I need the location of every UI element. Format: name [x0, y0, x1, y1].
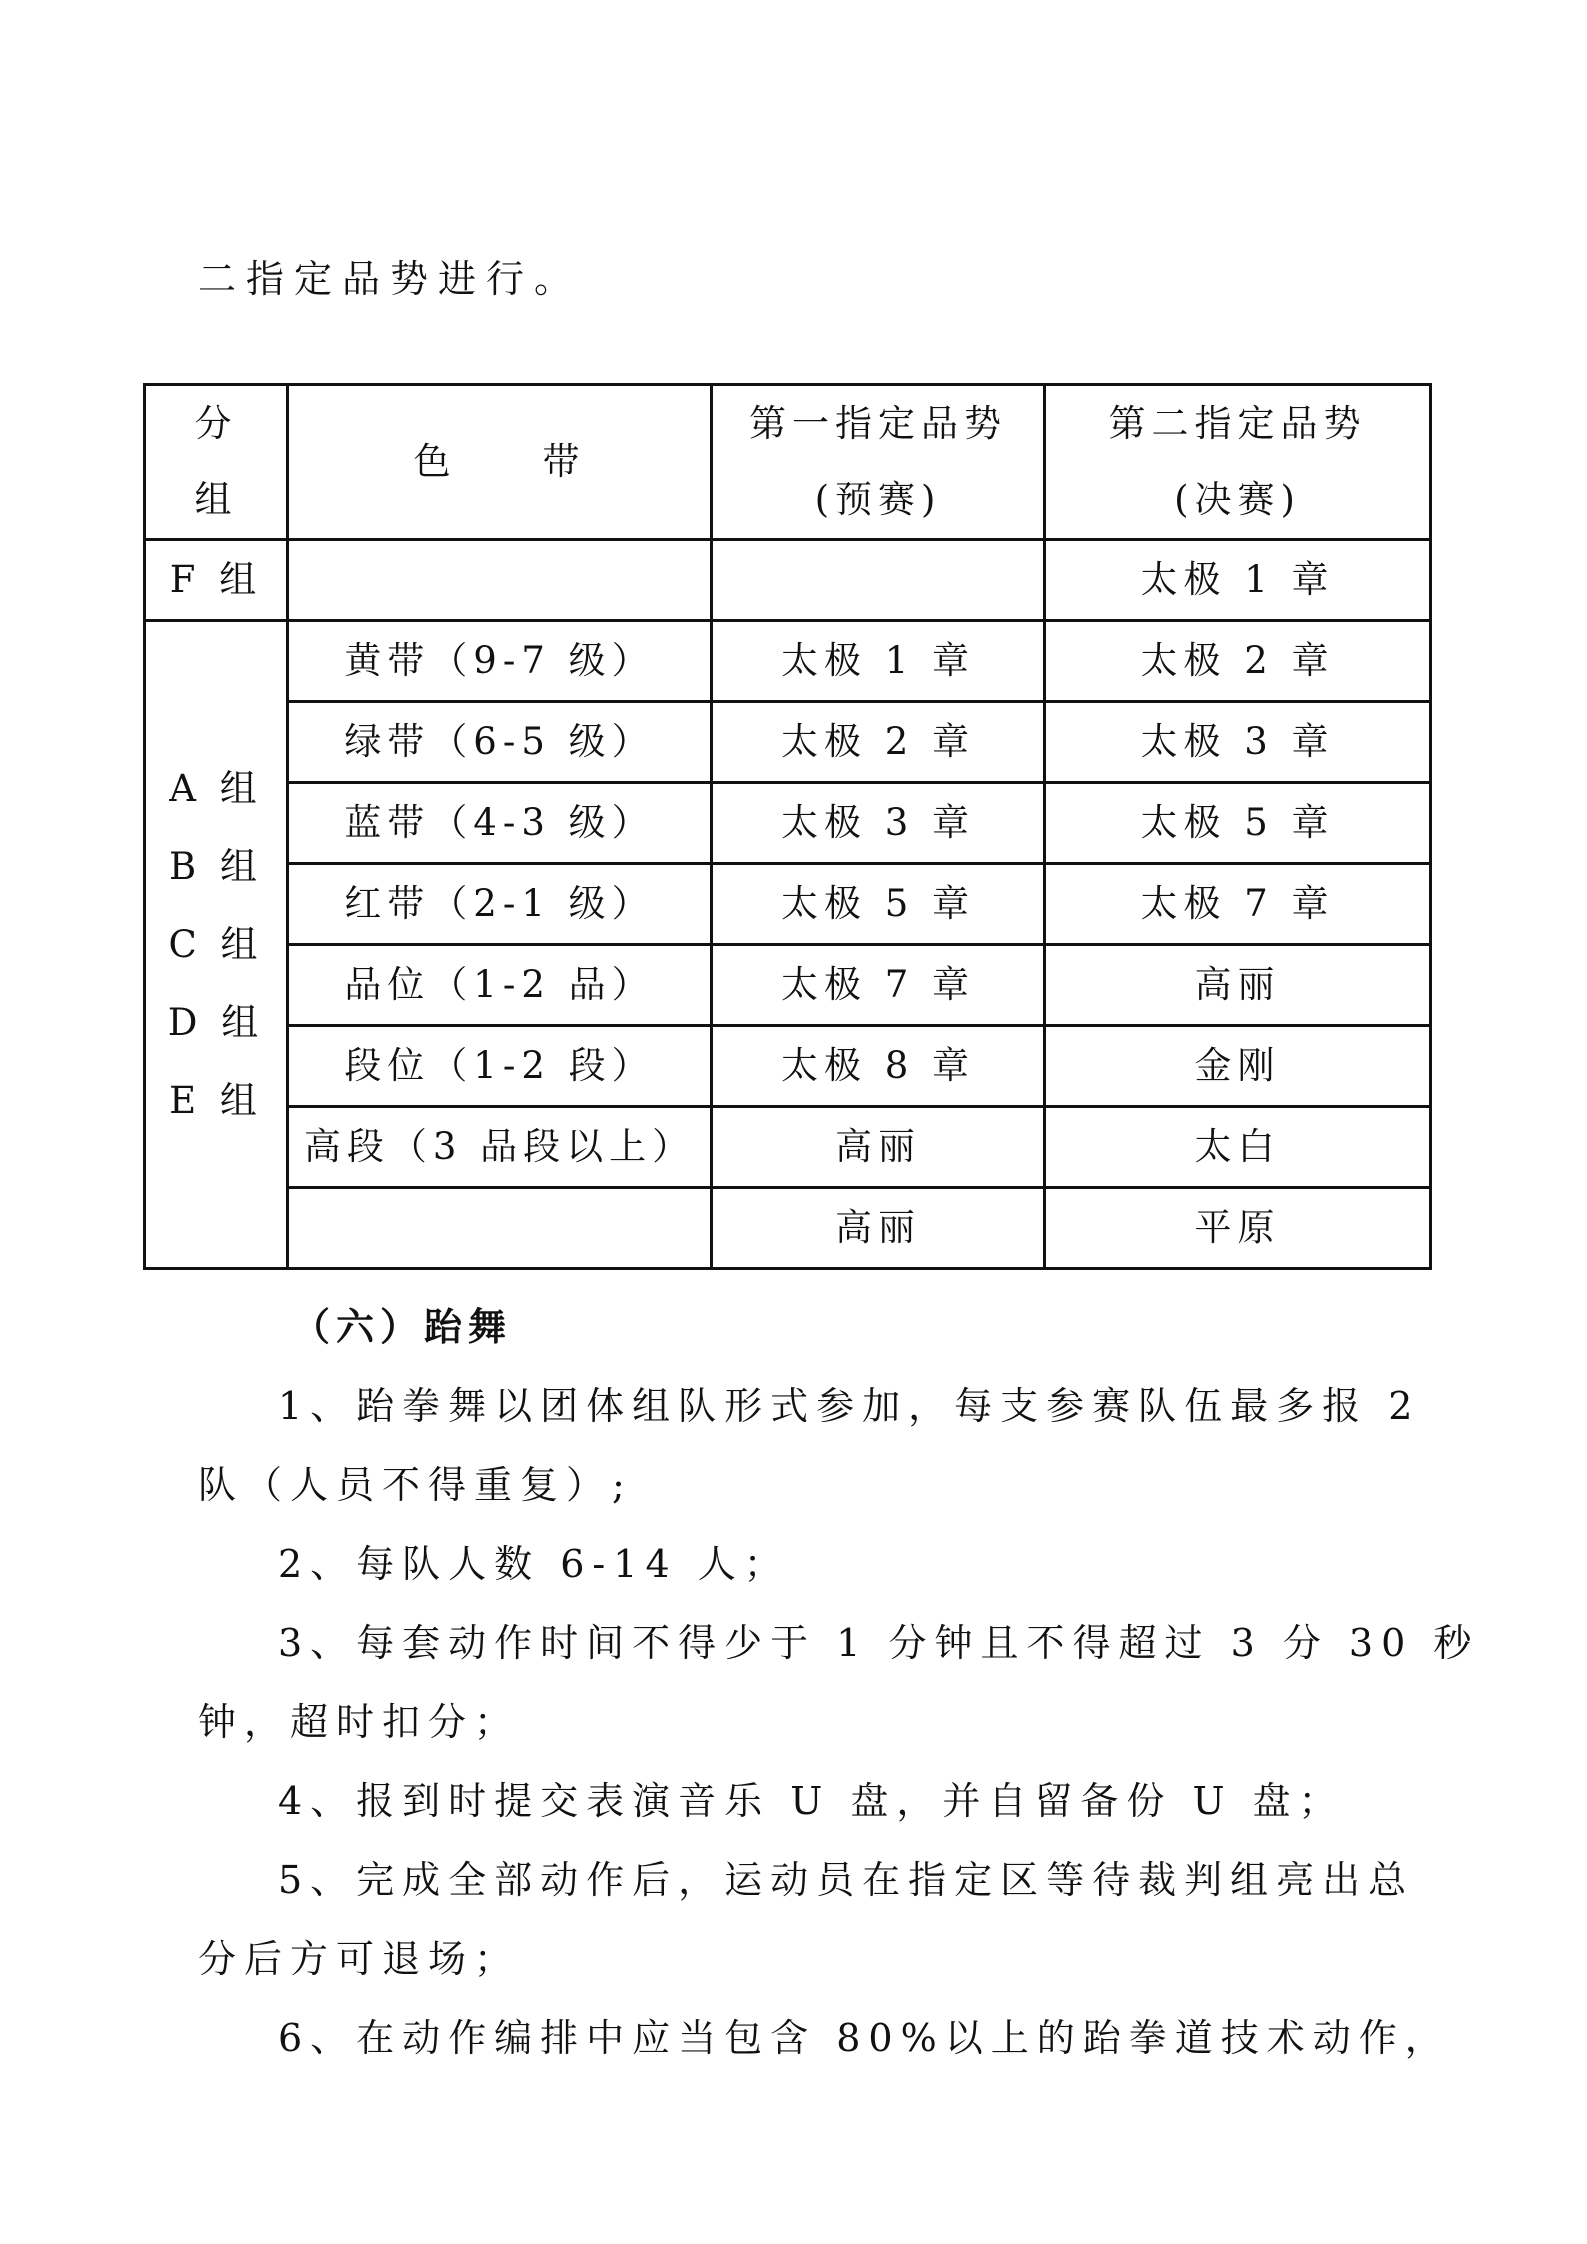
paragraph-line: 1、跆拳舞以团体组队形式参加，每支参赛队伍最多报 2 [278, 1384, 1421, 1428]
belt-cell [288, 1188, 712, 1269]
belt-cell: 段位（1-2 段） [288, 1026, 712, 1107]
group-label-e: E 组 [169, 1078, 263, 1122]
header-poomsae-1-line-1: 第一指定品势 [749, 402, 1007, 445]
poomsae-1-cell: 太极 5 章 [712, 864, 1045, 945]
poomsae-2-cell: 太白 [1045, 1107, 1431, 1188]
poomsae-1-cell: 高丽 [712, 1107, 1045, 1188]
table-row [145, 1026, 1431, 1107]
paragraph-line: 6、在动作编排中应当包含 80%以上的跆拳道技术动作， [278, 2016, 1451, 2060]
poomsae-1-cell: 太极 8 章 [712, 1026, 1045, 1107]
table-row [145, 702, 1431, 783]
poomsae-1-cell: 太极 1 章 [712, 621, 1045, 702]
table-row [145, 1188, 1431, 1269]
header-poomsae-2 [1045, 385, 1431, 540]
f-belt-cell [288, 540, 712, 621]
poomsae-2-cell: 高丽 [1045, 945, 1431, 1026]
paragraph-line: 5、完成全部动作后，运动员在指定区等待裁判组亮出总 [278, 1858, 1415, 1902]
belt-cell: 蓝带（4-3 级） [288, 783, 712, 864]
belt-cell: 红带（2-1 级） [288, 864, 712, 945]
table-header-row [145, 385, 1431, 540]
header-belt: 色 带 [288, 385, 712, 540]
table-row [145, 1107, 1431, 1188]
table-row [145, 864, 1431, 945]
poomsae-table [143, 383, 1432, 1270]
paragraph-line: 钟，超时扣分； [198, 1700, 521, 1744]
table-row [145, 621, 1431, 702]
paragraph-line: 4、报到时提交表演音乐 U 盘，并自留备份 U 盘； [278, 1779, 1345, 1823]
header-group-line-1: 分 [194, 402, 238, 445]
belt-cell: 品位（1-2 品） [288, 945, 712, 1026]
poomsae-2-cell: 金刚 [1045, 1026, 1431, 1107]
poomsae-2-cell: 太极 2 章 [1045, 621, 1431, 702]
poomsae-2-cell: 太极 3 章 [1045, 702, 1431, 783]
group-label-d: D 组 [167, 1000, 265, 1044]
paragraph-line: 3、每套动作时间不得少于 1 分钟且不得超过 3 分 30 秒 [278, 1621, 1480, 1665]
belt-cell: 黄带（9-7 级） [288, 621, 712, 702]
section-heading: （六）跆舞 [292, 1304, 513, 1349]
table-row [145, 945, 1431, 1026]
header-poomsae-2-line-1: 第二指定品势 [1108, 402, 1367, 445]
poomsae-1-cell: 高丽 [712, 1188, 1045, 1269]
poomsae-2-cell: 太极 5 章 [1045, 783, 1431, 864]
group-cell-a-to-e [145, 621, 288, 1269]
poomsae-1-cell: 太极 3 章 [712, 783, 1045, 864]
paragraph-line: 队（人员不得重复）; [198, 1463, 633, 1507]
poomsae-1-cell: 太极 2 章 [712, 702, 1045, 783]
table-row-f-group [145, 540, 1431, 621]
f-group-cell: F 组 [145, 540, 288, 621]
belt-cell: 高段（3 品段以上） [288, 1107, 712, 1188]
group-label-c: C 组 [168, 922, 264, 966]
header-group [145, 385, 288, 540]
paragraph-line: 分后方可退场； [198, 1937, 521, 1981]
header-poomsae-2-line-2: (决赛) [1174, 478, 1301, 521]
poomsae-1-cell: 太极 7 章 [712, 945, 1045, 1026]
intro-text: 二指定品势进行。 [198, 257, 583, 301]
header-poomsae-1-line-2: (预赛) [814, 478, 942, 521]
belt-cell: 绿带（6-5 级） [288, 702, 712, 783]
header-group-line-2: 组 [194, 478, 238, 521]
group-label-a: A 组 [169, 766, 263, 810]
poomsae-2-cell: 太极 7 章 [1045, 864, 1431, 945]
paragraph-line: 2、每队人数 6-14 人； [278, 1542, 790, 1586]
header-poomsae-1 [712, 385, 1045, 540]
poomsae-2-cell: 平原 [1045, 1188, 1431, 1269]
f-poomsae-1-cell [712, 540, 1045, 621]
table-row [145, 783, 1431, 864]
group-label-b: B 组 [169, 844, 263, 888]
f-poomsae-2-cell: 太极 1 章 [1045, 540, 1431, 621]
